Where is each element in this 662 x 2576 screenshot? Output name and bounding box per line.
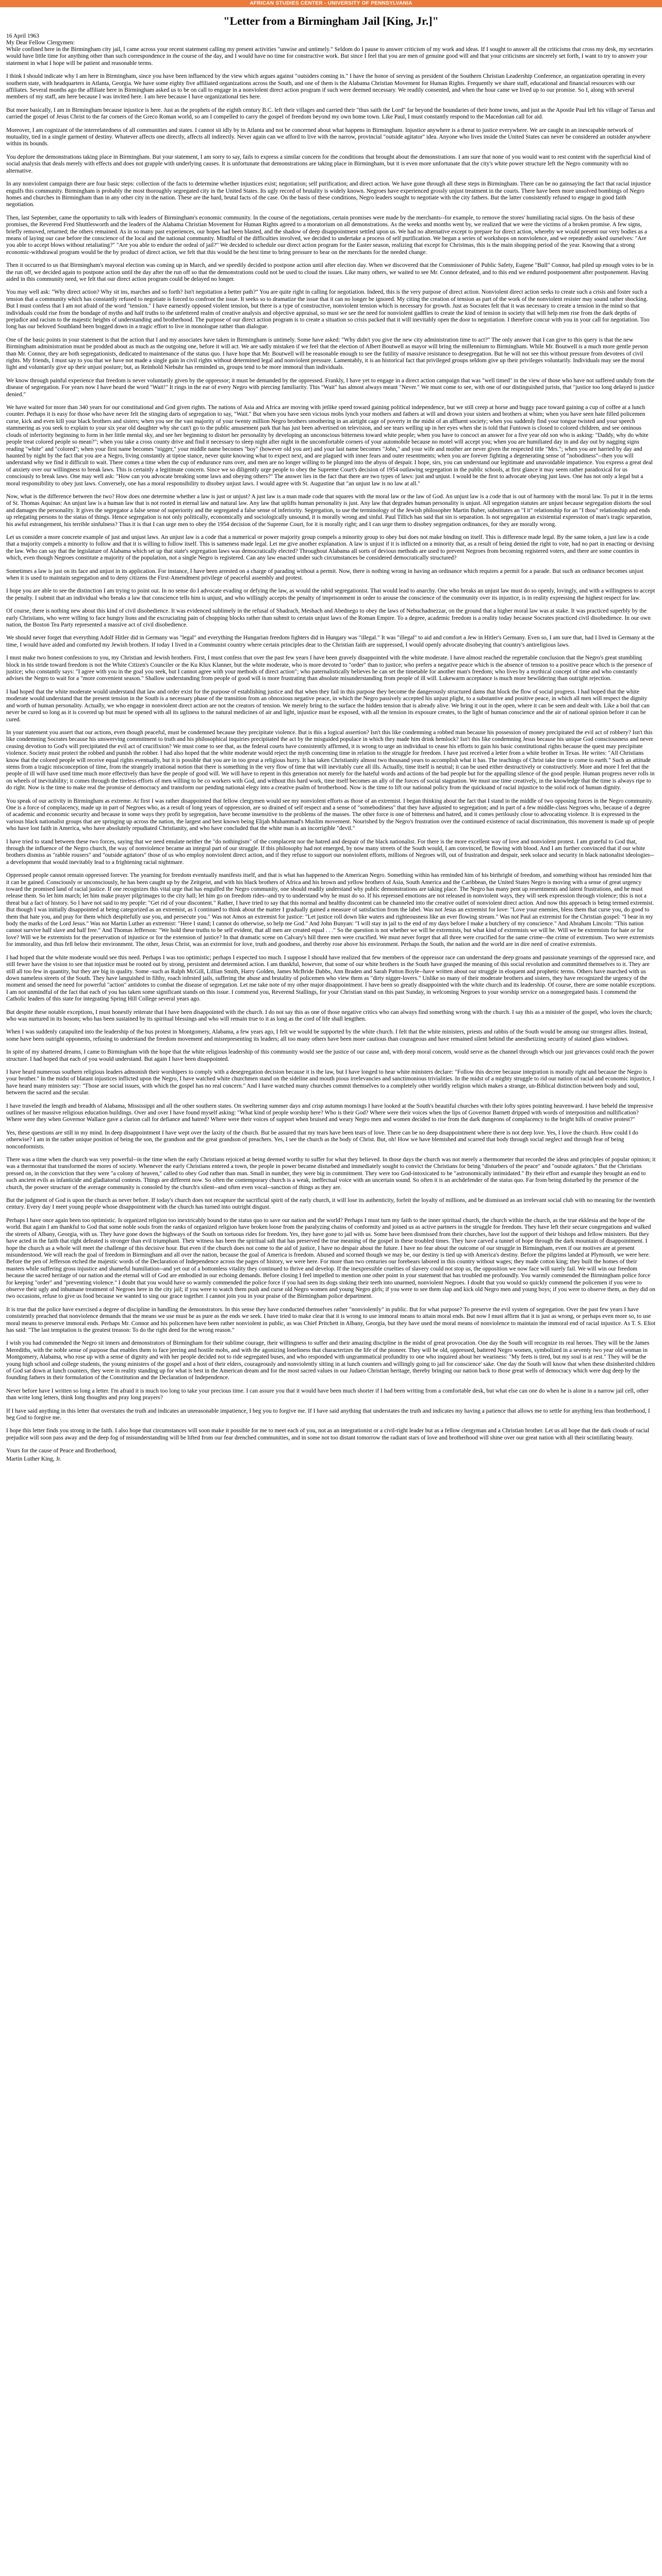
letter-paragraph: You deplore the demonstrations taking place in Birmingham. But your statement, I am sorry to say, fails to express a similar concern for the conditions that brought about the demonstrations. I am sure that none of you would want to rest content with the superficial kind of social analysis that deals merely with effects and does not grapple with underlying causes. It is unfortunate that demonstrations are taking place in Birmingham, but it is even more unfortunate that the city's white power structure left the Negro community with no alternative. <box>6 154 651 174</box>
letter-paragraph: Yes, these questions are still in my mind. In deep disappointment I have wept over the laxity of the church. But be assured that my tears have been tears of love. There can be no deep disappointment where there is not deep love. Yes, I love the church. How could I do otherwise? I am in the rather unique position of being the son, the grandson and the great grandson of preachers. Yes, I see the church as the body of Christ. But, oh! How we have blemished and scarred that body through social neglect and through fear of being nonconformists. <box>6 1129 638 1150</box>
letter-paragraph: I have tried to stand between these two forces, saying that we need emulate neither the "do nothingism" of the complacent nor the hatred and despair of the black nationalist. For there is the more excellent way of love and nonviolent protest. I am grateful to God that, through the influence of the Negro church, the way of nonviolence became an integral part of our struggle. If this philosophy had not emerged, by now many streets of the South would, I am convinced, be flowing with blood. And I am further convinced that if our white brothers dismiss as "rabble rousers" and "outside agitators" those of us who employ nonviolent direct action, and if they refuse to support our nonviolent efforts, millions of Negroes will, out of frustration and despair, seek solace and security in black nationalist ideologies--a development that would inevitably lead to a frightening racial nightmare. <box>6 838 654 866</box>
letter-paragraph: We know through painful experience that freedom is never voluntarily given by the oppressor; it must be demanded by the oppressed. Frankly, I have yet to engage in a direct action campaign that was "well timed" in the view of those who have not suffered unduly from the disease of segregation. For years now I have heard the word "Wait!" It rings in the ear of every Negro with piercing familiarity. This "Wait" has almost always meant "Never." We must come to see, with one of our distinguished jurists, that "justice too long delayed is justice denied." <box>6 377 655 398</box>
letter-paragraph: Perhaps I have once again been too optimistic. Is organized religion too inextricably bound to the status quo to save our nation and the world? Perhaps I must turn my faith to the inner spiritual church, the church within the church, as the true ekklesia and the hope of the world. But again I am thankful to God that some noble souls from the ranks of organized religion have broken loose from the paralyzing chains of conformity and joined us as active partners in the struggle for freedom. They have left their secure congregations and walked the streets of Albany, Georgia, with us. They have gone down the highways of the South on tortuous rides for freedom. Yes, they have gone to jail with us. Some have been dismissed from their churches, have lost the support of their bishops and fellow ministers. But they have acted in the faith that right defeated is stronger than evil triumphant. Their witness has been the spiritual salt that has preserved the true meaning of the gospel in these troubled times. They have carved a tunnel of hope through the dark mountain of disappointment. I hope the church as a whole will meet the challenge of this decisive hour. But even if the church does not come to the aid of justice, I have no despair about the future. I have no fear about the outcome of our struggle in Birmingham, even if our motives are at present misunderstood. We will reach the goal of freedom in Birmingham and all over the nation, because the goal of America is freedom. Abused and scorned though we may be, our destiny is tied up with America's destiny. Before the pilgrims landed at Plymouth, we were here. Before the pen of Jefferson etched the majestic words of the Declaration of Independence across the pages of history, we were here. For more than two centuries our forebears labored in this country without wages; they made cotton king; they built the homes of their masters while suffering gross injustice and shameful humiliation--and yet out of a bottomless vitality they continued to thrive and develop. If the inexpressible cruelties of slavery could not stop us, the opposition we now face will surely fail. We will win our freedom because the sacred heritage of our nation and the eternal will of God are embodied in our echoing demands. Before closing I feel impelled to mention one other point in your statement that has troubled me profoundly. You warmly commended the Birmingham police force for keeping "order" and "preventing violence." I doubt that you would have so warmly commended the police force if you had seen its dogs sinking their teeth into unarmed, nonviolent Negroes. I doubt that you would so quickly commend the policemen if you were to observe their ugly and inhumane treatment of Negroes here in the city jail; if you were to watch them push and curse old Negro women and young Negro girls; if you were to see them slap and kick old Negro men and young boys; if you were to observe them, as they did on two occasions, refuse to give us food because we wanted to sing our grace together. I cannot join you in your praise of the Birmingham police department. <box>6 1217 655 1300</box>
letter-paragraph: Moreover, I am cognizant of the interrelatedness of all communities and states. I cannot sit idly by in Atlanta and not be concerned about what happens in Birmingham. Injustice anywhere is a threat to justice everywhere. We are caught in an inescapable network of mutuality, tied in a single garment of destiny. Whatever affects one directly, affects all indirectly. Never again can we afford to live with the narrow, provincial "outside agitator" idea. Anyone who lives inside the United States can never be considered an outsider anywhere within its bounds. <box>6 127 651 147</box>
letter-paragraph: Sometimes a law is just on its face and unjust in its application. For instance, I have been arrested on a charge of parading without a permit. Now, there is nothing wrong in having an ordinance which requires a permit for a parade. But such an ordinance becomes unjust when it is used to maintain segregation and to deny citizens the First-Amendment privilege of peaceful assembly and protest. <box>6 568 643 581</box>
letter-paragraph: Then it occurred to us that Birmingham's mayoral election was coming up in March, and we speedily decided to postpone action until after election day. When we discovered that the Commissioner of Public Safety, Eugene "Bull" Connor, had piled up enough votes to be in the run off, we decided again to postpone action until the day after the run off so that the demonstrations could not be used to cloud the issues. Like many others, we waited to see Mr. Connor defeated, and to this end we endured postponement after postponement. Having aided in this community need, we felt that our direct action program could be delayed no longer. <box>6 262 654 282</box>
letter-paragraph: We have waited for more than 340 years for our constitutional and God given rights. The nations of Asia and Africa are moving with jetlike speed toward gaining political independence, but we still creep at horse and buggy pace toward gaining a cup of coffee at a lunch counter. Perhaps it is easy for those who have never felt the stinging darts of segregation to say, "Wait." But when you have seen vicious mobs lynch your mothers and fathers at will and drown your sisters and brothers at whim; when you have seen hate filled policemen curse, kick and even kill your black brothers and sisters; when you see the vast majority of your twenty million Negro brothers smothering in an airtight cage of poverty in the midst of an affluent society; when you suddenly find your tongue twisted and your speech stammering as you seek to explain to your six year old daughter why she can't go to the public amusement park that has just been advertised on television, and see tears welling up in her eyes when she is told that Funtown is closed to colored children, and see ominous clouds of inferiority beginning to form in her little mental sky, and see her beginning to distort her personality by developing an unconscious bitterness toward white people; when you have to concoct an answer for a five year old son who is asking: "Daddy, why do white people treat colored people so mean?"; when you take a cross county drive and find it necessary to sleep night after night in the uncomfortable corners of your automobile because no motel will accept you; when you are humiliated day in and day out by nagging signs reading "white" and "colored"; when your first name becomes "nigger," your middle name becomes "boy" (however old you are) and your last name becomes "John," and your wife and mother are never given the respected title "Mrs."; when you are harried by day and haunted by night by the fact that you are a Negro, living constantly at tiptoe stance, never quite knowing what to expect next, and are plagued with inner fears and outer resentments; when you are forever fighting a degenerating sense of "nobodiness"--then you will understand why we find it difficult to wait. There comes a time when the cup of endurance runs over, and men are no longer willing to be plunged into the abyss of despair. I hope, sirs, you can understand our legitimate and unavoidable impatience. You express a great deal of anxiety over our willingness to break laws. This is certainly a legitimate concern. Since we so diligently urge people to obey the Supreme Court's decision of 1954 outlawing segregation in the public schools, at first glance it may seem rather paradoxical for us consciously to break laws. One may well ask: "How can you advocate breaking some laws and obeying others?" The answer lies in the fact that there are two types of laws: just and unjust. I would be the first to advocate obeying just laws. One has not only a legal but a moral responsibility to obey just laws. Conversely, one has a moral responsibility to disobey unjust laws. I would agree with St. Augustine that "an unjust law is no law at all." <box>6 404 653 487</box>
letter-paragraph: If I have said anything in this letter that overstates the truth and indicates an unreasonable impatience, I beg you to forgive me. If I have said anything that understates the truth and indicates my having a patience that allows me to settle for anything less than brotherhood, I beg God to forgive me. <box>6 1408 650 1421</box>
letter-signature: Martin Luther King, Jr. <box>6 1455 61 1462</box>
letter-paragraph: I must make two honest confessions to you, my Christian and Jewish brothers. First, I must confess that over the past few years I have been gravely disappointed with the white moderate. I have almost reached the regrettable conclusion that the Negro's great stumbling block in his stride toward freedom is not the White Citizen's Counciler or the Ku Klux Klanner, but the white moderate, who is more devoted to "order" than to justice; who prefers a negative peace which is the absence of tension to a positive peace which is the presence of justice; who constantly says: "I agree with you in the goal you seek, but I cannot agree with your methods of direct action"; who paternalistically believes he can set the timetable for another man's freedom; who lives by a mythical concept of time and who constantly advises the Negro to wait for a "more convenient season." Shallow understanding from people of good will is more frustrating than absolute misunderstanding from people of ill will. Lukewarm acceptance is much more bewildering than outright rejection. <box>6 655 653 682</box>
letter-paragraph: We should never forget that everything Adolf Hitler did in Germany was "legal" and everything the Hungarian freedom fighters did in Hungary was "illegal." It was "illegal" to aid and comfort a Jew in Hitler's Germany. Even so, I am sure that, had I lived in Germany at the time, I would have aided and comforted my Jewish brothers. If today I lived in a Communist country where certain principles dear to the Christian faith are suppressed, I would openly advocate disobeying that country's antireligious laws. <box>6 635 655 648</box>
letter-paragraph: I had hoped that the white moderate would see this need. Perhaps I was too optimistic; perhaps I expected too much. I suppose I should have realized that few members of the oppressor race can understand the deep groans and passionate yearnings of the oppressed race, and still fewer have the vision to see that injustice must be rooted out by strong, persistent and determined action. I am thankful, however, that some of our white brothers in the South have grasped the meaning of this social revolution and committed themselves to it. They are still all too few in quantity, but they are big in quality. Some -such as Ralph McGill, Lillian Smith, Harry Golden, James McBride Dabbs, Ann Braden and Sarah Patton Boyle--have written about our struggle in eloquent and prophetic terms. Others have marched with us down nameless streets of the South. They have languished in filthy, roach infested jails, suffering the abuse and brutality of policemen who view them as "dirty nigger-lovers." Unlike so many of their moderate brothers and sisters, they have recognized the urgency of the moment and sensed the need for powerful "action" antidotes to combat the disease of segregation. Let me take note of my other major disappointment. I have been so greatly disappointed with the white church and its leadership. Of course, there are some notable exceptions. I am not unmindful of the fact that each of you has taken some significant stands on this issue. I commend you, Reverend Stallings, for your Christian stand on this past Sunday, in welcoming Negroes to your worship service on a nonsegregated basis. I commend the Catholic leaders of this state for integrating Spring Hill College several years ago. <box>6 954 656 1003</box>
letter-salutation: My Dear Fellow Clergymen: <box>6 40 75 46</box>
letter-paragraph: I have traveled the length and breadth of Alabama, Mississippi and all the other southern states. On sweltering summer days and crisp autumn mornings I have looked at the South's beautiful churches with their lofty spires pointing heavenward. I have beheld the impressive outlines of her massive religious education buildings. Over and over I have found myself asking: "What kind of people worship here? Who is their God? Where were their voices when the lips of Governor Barnett dripped with words of interposition and nullification? Where were they when Governor Wallace gave a clarion call for defiance and hatred? Where were their voices of support when bruised and weary Negro men and women decided to rise from the dark dungeons of complacency to the bright hills of creative protest?" <box>6 1103 653 1123</box>
letter-paragraph: You may well ask: "Why direct action? Why sit ins, marches and so forth? Isn't negotiation a better path?" You are quite right in calling for negotiation. Indeed, this is the very purpose of direct action. Nonviolent direct action seeks to create such a crisis and foster such a tension that a community which has constantly refused to negotiate is forced to confront the issue. It seeks so to dramatize the issue that it can no longer be ignored. My citing the creation of tension as part of the work of the nonviolent resister may sound rather shocking. But I must confess that I am not afraid of the word "tension." I have earnestly opposed violent tension, but there is a type of constructive, nonviolent tension which is necessary for growth. Just as Socrates felt that it was necessary to create a tension in the mind so that individuals could rise from the bondage of myths and half truths to the unfettered realm of creative analysis and objective appraisal, so must we see the need for nonviolent gadflies to create the kind of tension in society that will help men rise from the dark depths of prejudice and racism to the majestic heights of understanding and brotherhood. The purpose of our direct action program is to create a situation so crisis packed that it will inevitably open the door to negotiation. I therefore concur with you in your call for negotiation. Too long has our beloved Southland been bogged down in a tragic effort to live in monologue rather than dialogue. <box>6 289 650 330</box>
letter-paragraph: I wish you had commended the Negro sit inners and demonstrators of Birmingham for their sublime courage, their willingness to suffer and their amazing discipline in the midst of great provocation. One day the South will recognize its real heroes. They will be the James Merediths, with the noble sense of purpose that enables them to face jeering and hostile mobs, and with the agonizing loneliness that characterizes the life of the pioneer. They will be old, oppressed, battered Negro women, symbolized in a seventy two year old woman in Montgomery, Alabama, who rose up with a sense of dignity and with her people decided not to ride segregated buses, and who responded with ungrammatical profundity to one who inquired about her weariness: "My feets is tired, but my soul is at rest." They will be the young high school and college students, the young ministers of the gospel and a host of their elders, courageously and nonviolently sitting in at lunch counters and willingly going to jail for conscience' sake. One day the South will know that when these disinherited children of God sat down at lunch counters, they were in reality standing up for what is best in the American dream and for the most sacred values in our Judaeo Christian heritage, thereby bringing our nation back to those great wells of democracy which were dug deep by the founding fathers in their formulation of the Constitution and the Declaration of Independence. <box>6 1340 655 1381</box>
letter-paragraph: You speak of our activity in Birmingham as extreme. At first I was rather disappointed that fellow clergymen would see my nonviolent efforts as those of an extremist. I began thinking about the fact that I stand in the middle of two opposing forces in the Negro community. One is a force of complacency, made up in part of Negroes who, as a result of long years of oppression, are so drained of self respect and a sense of "somebodiness" that they have adjusted to segregation; and in part of a few middle-class Negroes who, because of a degree of academic and economic security and because in some ways they profit by segregation, have become insensitive to the problems of the masses. The other force is one of bitterness and hatred, and it comes perilously close to advocating violence. It is expressed in the various black nationalist groups that are springing up across the nation, the largest and best known being Elijah Muhammad's Muslim movement. Nourished by the Negro's frustration over the continued existence of racial discrimination, this movement is made up of people who have lost faith in America, who have absolutely repudiated Christianity, and who have concluded that the white man is an incorrigible "devil." <box>6 798 655 832</box>
letter-paragraph: But the judgment of God is upon the church as never before. If today's church does not recapture the sacrificial spirit of the early church, it will lose its authenticity, forfeit the loyalty of millions, and be dismissed as an irrelevant social club with no meaning for the twentieth century. Every day I meet young people whose disappointment with the church has turned into outright disgust. <box>6 1197 655 1211</box>
letter-paragraph: Then, last September, came the opportunity to talk with leaders of Birmingham's economic community. In the course of the negotiations, certain promises were made by the merchants--for example, to remove the stores' humiliating racial signs. On the basis of these promises, the Reverend Fred Shuttlesworth and the leaders of the Alabama Christian Movement for Human Rights agreed to a moratorium on all demonstrations. As the weeks and months went by, we realized that we were the victims of a broken promise. A few signs, briefly removed, returned; the others remained. As in so many past experiences, our hopes had been blasted, and the shadow of deep disappointment settled upon us. We had no alternative except to prepare for direct action, whereby we would present our very bodies as a means of laying our case before the conscience of the local and the national community. Mindful of the difficulties involved, we decided to undertake a process of self purification. We began a series of workshops on nonviolence, and we repeatedly asked ourselves: "Are you able to accept blows without retaliating?" "Are you able to endure the ordeal of jail?" We decided to schedule our direct action program for the Easter season, realizing that except for Christmas, this is the main shopping period of the year. Knowing that a strong economic-withdrawal program would be the by product of direct action, we felt that this would be the best time to bring pressure to bear on the merchants for the needed change. <box>6 214 648 256</box>
letter-date: 16 April 1963 <box>6 33 39 39</box>
letter-paragraph: But more basically, I am in Birmingham because injustice is here. Just as the prophets of the eighth century B.C. left their villages and carried their "thus saith the Lord" far beyond the boundaries of their home towns, and just as the Apostle Paul left his village of Tarsus and carried the gospel of Jesus Christ to the far corners of the Greco Roman world, so am I compelled to carry the gospel of freedom beyond my own home town. Like Paul, I must constantly respond to the Macedonian call for aid. <box>6 107 655 121</box>
letter-paragraph: Of course, there is nothing new about this kind of civil disobedience. It was evidenced sublimely in the refusal of Shadrach, Meshach and Abednego to obey the laws of Nebuchadnezzar, on the ground that a higher moral law was at stake. It was practiced superbly by the early Christians, who were willing to face hungry lions and the excruciating pain of chopping blocks rather than submit to certain unjust laws of the Roman Empire. To a degree, academic freedom is a reality today because Socrates practiced civil disobedience. In our own nation, the Boston Tea Party represented a massive act of civil disobedience. <box>6 608 651 629</box>
letter-paragraph: In spite of my shattered dreams, I came to Birmingham with the hope that the white religious leadership of this community would see the justice of our cause and, with deep moral concern, would serve as the channel through which our just grievances could reach the power structure. I had hoped that each of you would understand. But again I have been disappointed. <box>6 1049 654 1062</box>
letter-paragraph: In your statement you assert that our actions, even though peaceful, must be condemned because they precipitate violence. But is this a logical assertion? Isn't this like condemning a robbed man because his possession of money precipitated the evil act of robbery? Isn't this like condemning Socrates because his unswerving commitment to truth and his philosophical inquiries precipitated the act by the misguided populace in which they made him drink hemlock? Isn't this like condemning Jesus because his unique God consciousness and never ceasing devotion to God's will precipitated the evil act of crucifixion? We must come to see that, as the federal courts have consistently affirmed, it is wrong to urge an individual to cease his efforts to gain his basic constitutional rights because the quest may precipitate violence. Society must protect the robbed and punish the robber. I had also hoped that the white moderate would reject the myth concerning time in relation to the struggle for freedom. I have just received a letter from a white brother in Texas. He writes: "All Christians know that the colored people will receive equal rights eventually, but it is possible that you are in too great a religious hurry. It has taken Christianity almost two thousand years to accomplish what it has. The teachings of Christ take time to come to earth." Such an attitude stems from a tragic misconception of time, from the strangely irrational notion that there is something in the very flow of time that will inevitably cure all ills. Actually, time itself is neutral; it can be used either destructively or constructively. More and more I feel that the people of ill will have used time much more effectively than have the people of good will. We will have to repent in this generation not merely for the hateful words and actions of the bad people but for the appalling silence of the good people. Human progress never rolls in on wheels of inevitability; it comes through the tireless efforts of men willing to be co workers with God, and without this hard work, time itself becomes an ally of the forces of social stagnation. We must use time creatively, in the knowledge that the time is always ripe to do right. Now is the time to make real the promise of democracy and transform our pending national elegy into a creative psalm of brotherhood. Now is the time to lift our national policy from the quicksand of racial injustice to the solid rock of human dignity. <box>6 729 655 791</box>
letter-paragraph: Now, what is the difference between the two? How does one determine whether a law is just or unjust? A just law is a man made code that squares with the moral law or the law of God. An unjust law is a code that is out of harmony with the moral law. To put it in the terms of St. Thomas Aquinas: An unjust law is a human law that is not rooted in eternal law and natural law. Any law that uplifts human personality is just. Any law that degrades human personality is unjust. All segregation statutes are unjust because segregation distorts the soul and damages the personality. It gives the segregator a false sense of superiority and the segregated a false sense of inferiority. Segregation, to use the terminology of the Jewish philosopher Martin Buber, substitutes an "I it" relationship for an "I thou" relationship and ends up relegating persons to the status of things. Hence segregation is not only politically, economically and sociologically unsound, it is morally wrong and sinful. Paul Tillich has said that sin is separation. Is not segregation an existential expression of man's tragic separation, his awful estrangement, his terrible sinfulness? Thus it is that I can urge men to obey the 1954 decision of the Supreme Court, for it is morally right; and I can urge them to disobey segregation ordinances, for they are morally wrong. <box>6 493 653 528</box>
letter-paragraph: I hope this letter finds you strong in the faith. I also hope that circumstances will soon make it possible for me to meet each of you, not as an integrationist or a civil-right leader but as a fellow clergyman and a Christian brother. Let us all hope that the dark clouds of racial prejudice will soon pass away and the deep fog of misunderstanding will be lifted from our fear drenched communities, and in some not too distant tomorrow the radiant stars of love and brotherhood will shine over our great nation with all their scintillating beauty. <box>6 1428 650 1441</box>
letter-paragraph: Oppressed people cannot remain oppressed forever. The yearning for freedom eventually manifests itself, and that is what has happened to the American Negro. Something within has reminded him of his birthright of freedom, and something without has reminded him that it can be gained. Consciously or unconsciously, he has been caught up by the Zeitgeist, and with his black brothers of Africa and his brown and yellow brothers of Asia, South America and the Caribbean, the United States Negro is moving with a sense of great urgency toward the promised land of racial justice. If one recognizes this vital urge that has engulfed the Negro community, one should readily understand why public demonstrations are taking place. The Negro has many pent up resentments and latent frustrations, and he must release them. So let him march; let him make prayer pilgrimages to the city hall; let him go on freedom rides--and try to understand why he must do so. If his repressed emotions are not released in nonviolent ways, they will seek expression through violence; this is not a threat but a fact of history. So I have not said to my people: "Get rid of your discontent." Rather, I have tried to say that this normal and healthy discontent can be channeled into the creative outlet of nonviolent direct action. And now this approach is being termed extremist. But though I was initially disappointed at being categorized as an extremist, as I continued to think about the matter I gradually gained a measure of satisfaction from the label. Was not Jesus an extremist for love: "Love your enemies, bless them that curse you, do good to them that hate you, and pray for them which despitefully use you, and persecute you." Was not Amos an extremist for justice: "Let justice roll down like waters and righteousness like an ever flowing stream." Was not Paul an extremist for the Christian gospel: "I bear in my body the marks of the Lord Jesus." Was not Martin Luther an extremist: "Here I stand; I cannot do otherwise, so help me God." And John Bunyan: "I will stay in jail to the end of my days before I make a butchery of my conscience." And Abraham Lincoln: "This nation cannot survive half slave and half free." And Thomas Jefferson: "We hold these truths to be self evident, that all men are created equal . . ." So the question is not whether we will be extremists, but what kind of extremists we will be. Will we be extremists for hate or for love? Will we be extremists for the preservation of injustice or for the extension of justice? In that dramatic scene on Calvary's hill three men were crucified. We must never forget that all three were crucified for the same crime--the crime of extremism. Two were extremists for immorality, and thus fell below their environment. The other, Jesus Christ, was an extremist for love, truth and goodness, and thereby rose above his environment. Perhaps the South, the nation and the world are in dire need of creative extremists. <box>6 872 654 948</box>
letter-paragraph: But despite these notable exceptions, I must honestly reiterate that I have been disappointed with the church. I do not say this as one of those negative critics who can always find something wrong with the church. I say this as a minister of the gospel, who loves the church; who was nurtured in its bosom; who has been sustained by its spiritual blessings and who will remain true to it as long as the cord of life shall lengthen. <box>6 1009 652 1022</box>
page-title: "Letter from a Birmingham Jail [King, Jr.]" <box>223 14 439 27</box>
letter-paragraph: Never before have I written so long a letter. I'm afraid it is much too long to take your precious time. I can assure you that it would have been much shorter if I had been writing from a comfortable desk, but what else can one do when he is alone in a narrow jail cell, other than write long letters, think long thoughts and pray long prayers? <box>6 1387 649 1401</box>
letter-paragraph: I hope you are able to see the distinction I am trying to point out. In no sense do I advocate evading or defying the law, as would the rabid segregationist. That would lead to anarchy. One who breaks an unjust law must do so openly, lovingly, and with a willingness to accept the penalty. I submit that an individual who breaks a law that conscience tells him is unjust, and who willingly accepts the penalty of imprisonment in order to arouse the conscience of the community over its injustice, is in reality expressing the highest respect for law. <box>6 588 655 601</box>
letter-closing: Yours for the cause of Peace and Brotherhood, <box>6 1448 117 1454</box>
letter-paragraphs <box>6 46 656 1442</box>
letter-paragraph: I had hoped that the white moderate would understand that law and order exist for the purpose of establishing justice and that when they fail in this purpose they become the dangerously structured dams that block the flow of social progress. I had hoped that the white moderate would understand that the present tension in the South is a necessary phase of the transition from an obnoxious negative peace, in which the Negro passively accepted his unjust plight, to a substantive and positive peace, in which all men will respect the dignity and worth of human personality. Actually, we who engage in nonviolent direct action are not the creators of tension. We merely bring to the surface the hidden tension that is already alive. We bring it out in the open, where it can be seen and dealt with. Like a boil that can never be cured so long as it is covered up but must be opened with all its ugliness to the natural medicines of air and light, injustice must be exposed, with all the tension its exposure creates, to the light of human conscience and the air of national opinion before it can be cured. <box>6 688 650 723</box>
letter-paragraph: In any nonviolent campaign there are four basic steps: collection of the facts to determine whether injustices exist; negotiation; self purification; and direct action. We have gone through all these steps in Birmingham. There can be no gainsaying the fact that racial injustice engulfs this community. Birmingham is probably the most thoroughly segregated city in the United States. Its ugly record of brutality is widely known. Negroes have experienced grossly unjust treatment in the courts. There have been more unsolved bombings of Negro homes and churches in Birmingham than in any other city in the nation. These are the hard, brutal facts of the case. On the basis of these conditions, Negro leaders sought to negotiate with the city fathers. But the latter consistently refused to engage in good faith negotiation. <box>6 181 651 208</box>
letter-paragraph: There was a time when the church was very powerful--in the time when the early Christians rejoiced at being deemed worthy to suffer for what they believed. In those days the church was not merely a thermometer that recorded the ideas and principles of popular opinion; it was a thermostat that transformed the mores of society. Whenever the early Christians entered a town, the people in power became disturbed and immediately sought to convict the Christians for being "disturbers of the peace" and "outside agitators." But the Christians pressed on, in the conviction that they were "a colony of heaven," called to obey God rather than man. Small in number, they were big in commitment. They were too God-intoxicated to be "astronomically intimidated." By their effort and example they brought an end to such ancient evils as infanticide and gladiatorial contests. Things are different now. So often the contemporary church is a weak, ineffectual voice with an uncertain sound. So often it is an archdefender of the status quo. Far from being disturbed by the presence of the church, the power structure of the average community is consoled by the church's silent--and often even vocal--sanction of things as they are. <box>6 1157 656 1191</box>
letter-paragraph: I have heard numerous southern religious leaders admonish their worshipers to comply with a desegregation decision because it is the law, but I have longed to hear white ministers declare: "Follow this decree because integration is morally right and because the Negro is your brother." In the midst of blatant injustices inflicted upon the Negro, I have watched white churchmen stand on the sideline and mouth pious irrelevancies and sanctimonious trivialities. In the midst of a mighty struggle to rid our nation of racial and economic injustice, I have heard many ministers say: "Those are social issues, with which the gospel has no real concern." And I have watched many churches commit themselves to a completely other worldly religion which makes a strange, un-Biblical distinction between body and soul, between the sacred and the secular. <box>6 1069 655 1096</box>
letter-paragraph: One of the basic points in your statement is that the action that I and my associates have taken in Birmingham is untimely. Some have asked: "Why didn't you give the new city administration time to act?" The only answer that I can give to this query is that the new Birmingham administration must be prodded about as much as the outgoing one, before it will act. We are sadly mistaken if we feel that the election of Albert Boutwell as mayor will bring the millennium to Birmingham. While Mr. Boutwell is a much more gentle person than Mr. Connor, they are both segregationists, dedicated to maintenance of the status quo. I have hope that Mr. Boutwell will be reasonable enough to see the futility of massive resistance to desegregation. But he will not see this without pressure from devotees of civil rights. My friends, I must say to you that we have not made a single gain in civil rights without determined legal and nonviolent pressure. Lamentably, it is an historical fact that privileged groups seldom give up their privileges voluntarily. Individuals may see the moral light and voluntarily give up their unjust posture; but, as Reinhold Niebuhr has reminded us, groups tend to be more immoral than individuals. <box>6 336 649 371</box>
site-banner: AFRICAN STUDIES CENTER - UNIVERSITY OF PENNSYLVANIA <box>0 0 662 7</box>
letter-paragraph: Let us consider a more concrete example of just and unjust laws. An unjust law is a code that a numerical or power majority group compels a minority group to obey but does not make binding on itself. This is difference made legal. By the same token, a just law is a code that a majority compels a minority to follow and that it is willing to follow itself. This is sameness made legal. Let me give another explanation. A law is unjust if it is inflicted on a minority that, as a result of being denied the right to vote, had no part in enacting or devising the law. Who can say that the legislature of Alabama which set up that state's segregation laws was democratically elected? Throughout Alabama all sorts of devious methods are used to prevent Negroes from becoming registered voters, and there are some counties in which, even though Negroes constitute a majority of the population, not a single Negro is registered. Can any law enacted under such circumstances be considered democratically structured? <box>6 534 654 562</box>
letter-paragraph: It is true that the police have exercised a degree of discipline in handling the demonstrators. In this sense they have conducted themselves rather "nonviolently" in public. But for what purpose? To preserve the evil system of segregation. Over the past few years I have consistently preached that nonviolence demands that the means we use must be as pure as the ends we seek. I have tried to make clear that it is wrong to use immoral means to attain moral ends. But now I must affirm that it is just as wrong, or perhaps even more so, to use moral means to preserve immoral ends. Perhaps Mr. Connor and his policemen have been rather nonviolent in public, as was Chief Pritchett in Albany, Georgia, but they have used the moral means of nonviolence to maintain the immoral end of racial injustice. As T. S. Eliot has said: "The last temptation is the greatest treason: To do the right deed for the wrong reason." <box>6 1306 656 1333</box>
letter-paragraph: While confined here in the Birmingham city jail, I came across your recent statement calling my present activities "unwise and untimely." Seldom do I pause to answer criticism of my work and ideas. If I sought to answer all the criticisms that cross my desk, my secretaries would have little time for anything other than such correspondence in the course of the day, and I would have no time for constructive work. But since I feel that you are men of genuine good will and that your criticisms are sincerely set forth, I want to try to answer your statement in what I hope will be patient and reasonable terms. <box>6 46 653 66</box>
letter-paragraph: When I was suddenly catapulted into the leadership of the bus protest in Montgomery, Alabama, a few years ago, I felt we would be supported by the white church. I felt that the white ministers, priests and rabbis of the South would be among our strongest allies. Instead, some have been outright opponents, refusing to understand the freedom movement and misrepresenting its leaders; all too many others have been more cautious than courageous and have remained silent behind the anesthetizing security of stained glass windows. <box>6 1029 648 1042</box>
document-body <box>0 14 662 1483</box>
letter-paragraph: I think I should indicate why I am here in Birmingham, since you have been influenced by the view which argues against "outsiders coming in." I have the honor of serving as president of the Southern Christian Leadership Conference, an organization operating in every southern state, with headquarters in Atlanta, Georgia. We have some eighty five affiliated organizations across the South, and one of them is the Alabama Christian Movement for Human Rights. Frequently we share staff, educational and financial resources with our affiliates. Several months ago the affiliate here in Birmingham asked us to be on call to engage in a nonviolent direct action program if such were deemed necessary. We readily consented, and when the hour came we lived up to our promise. So I, along with several members of my staff, am here because I was invited here. I am here because I have organizational ties here. <box>6 73 646 100</box>
